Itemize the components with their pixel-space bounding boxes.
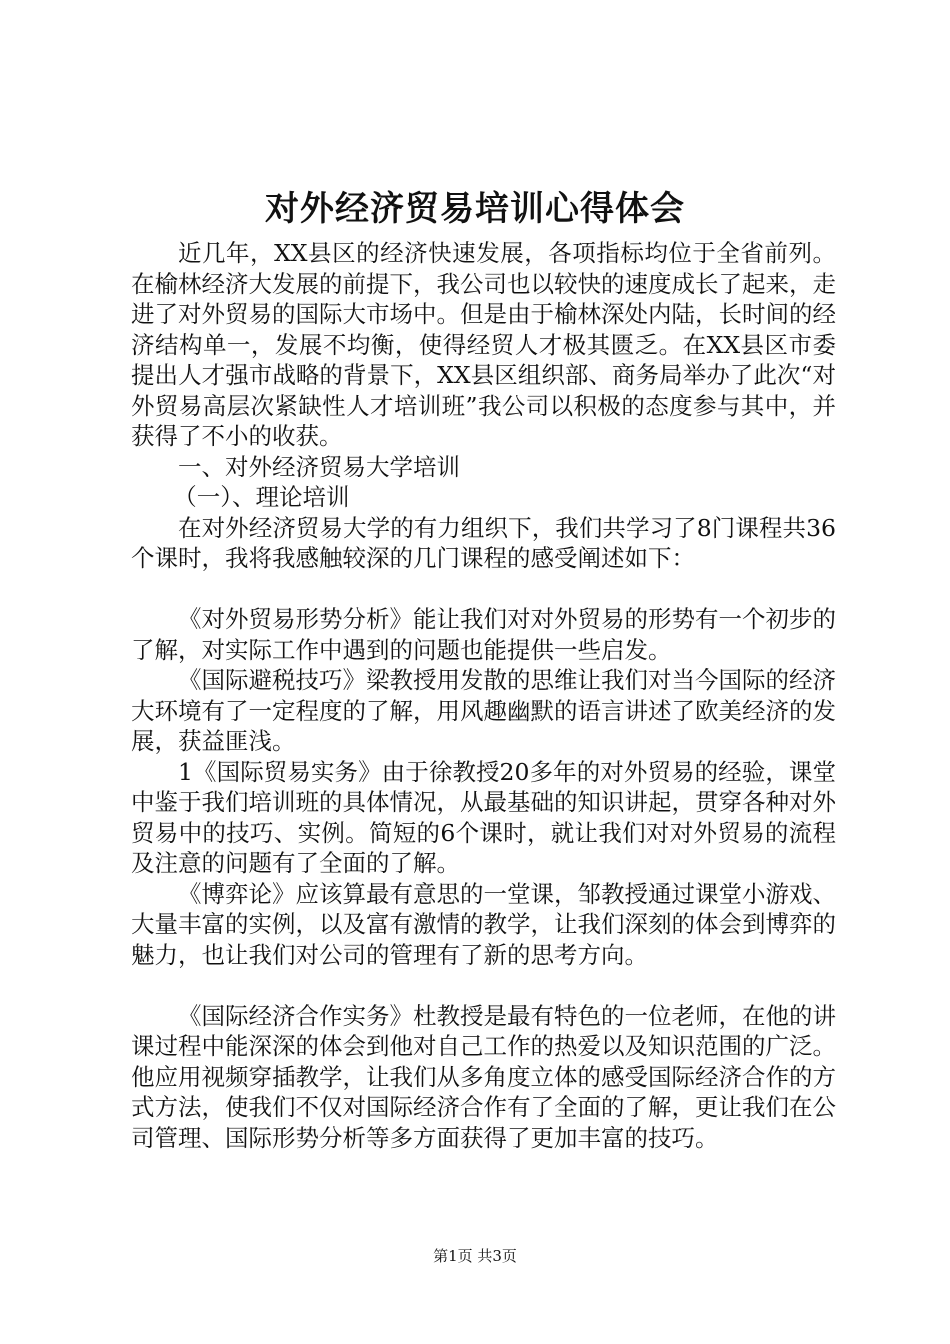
paragraph-course-cooperation: 《国际经济合作实务》杜教授是最有特色的一位老师，在他的讲课过程中能深深的体会到他对自己工作的热爱以及知识范围的广泛。他应用视频穿插教学，让我们从多角度立体的感受国际经济合作的方式方法，使我们不仅对国际经济合作有了全面的了解，更让我们在公司管理、国际形势分析等多方面获得了更加丰富的技巧。 <box>131 1001 836 1152</box>
page-footer: 第1页 共3页 <box>433 1247 517 1265</box>
document-body <box>131 238 836 1153</box>
paragraph-courses: 在对外经济贸易大学的有力组织下，我们共学习了8门课程共36个课时，我将我感触较深的几门课程的感受阐述如下： <box>131 513 836 572</box>
subsection-heading: （一）、理论培训 <box>173 483 350 511</box>
paragraph-course-tax: 《国际避税技巧》梁教授用发散的思维让我们对当今国际的经济大环境有了一定程度的了解，用风趣幽默的语言讲述了欧美经济的发展，获益匪浅。 <box>131 666 836 755</box>
blank-line <box>131 574 836 605</box>
paragraph-course-trade-analysis: 《对外贸易形势分析》能让我们对对外贸易的形势有一个初步的了解，对实际工作中遇到的问题也能提供一些启发。 <box>131 605 836 664</box>
paragraph-course-trade-practice: 1《国际贸易实务》由于徐教授20多年的对外贸易的经验，课堂中鉴于我们培训班的具体情况，从最基础的知识讲起，贯穿各种对外贸易中的技巧、实例。简短的6个课时，就让我们对对外贸易的流程及注意的问题有了全面的了解。 <box>131 757 836 877</box>
paragraph-course-game-theory: 《博弈论》应该算最有意思的一堂课，邹教授通过课堂小游戏、大量丰富的实例，以及富有激情的教学，让我们深刻的体会到博弈的魅力，也让我们对公司的管理有了新的思考方向。 <box>131 879 836 969</box>
blank-line <box>131 970 836 1001</box>
paragraph-intro: 近几年，XX县区的经济快速发展，各项指标均位于全省前列。在榆林经济大发展的前提下，我公司也以较快的速度成长了起来，走进了对外贸易的国际大市场中。但是由于榆林深处内陆，长时间的经济结构单一，发展不均衡，使得经贸人才极其匮乏。在XX县区市委提出人才强市战略的背景下，XX县区组织部、商务局举办了此次“对外贸易高层次紧缺性人才培训班”我公司以积极的态度参与其中，并获得了不小的收获。 <box>131 239 836 450</box>
section-heading: 一、对外经济贸易大学培训 <box>178 452 460 481</box>
document-title: 对外经济贸易培训心得体会 <box>265 189 685 229</box>
